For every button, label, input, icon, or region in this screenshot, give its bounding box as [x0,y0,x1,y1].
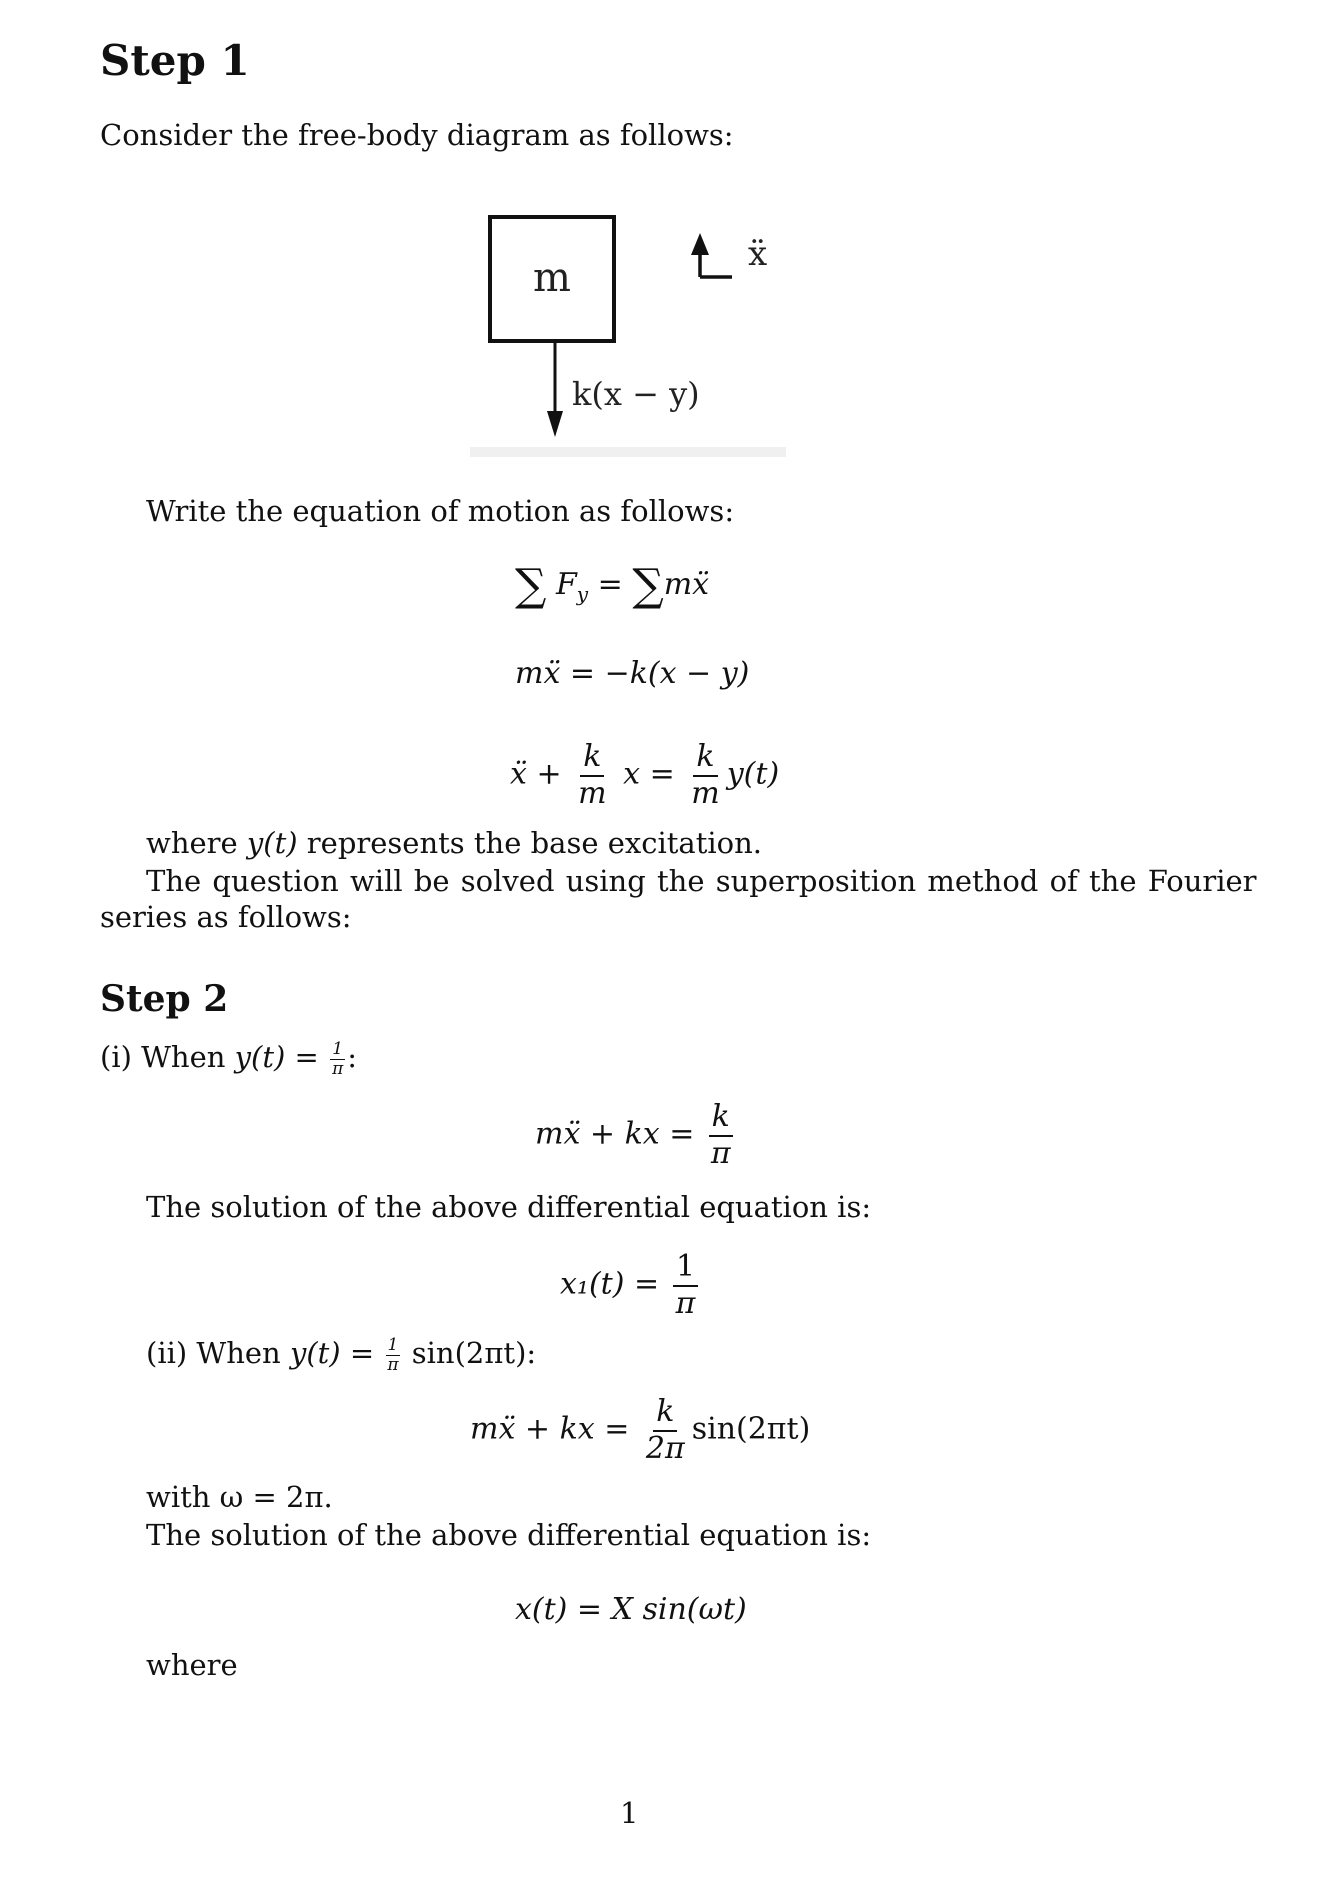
equation-case2 [470,1395,810,1466]
eq4-num: k [709,1100,733,1137]
eq3-frac1-num: k [580,740,604,777]
equation-case1 [535,1100,738,1171]
eq6-tail: sin(2πt) [691,1411,811,1447]
eq3-frac2-den: m [691,775,720,811]
where-text-b: represents the base excitation. [297,826,762,860]
eq6-num: k [653,1395,677,1432]
sum-rhs: mẍ [663,567,710,602]
case1-frac-num: 1 [332,1039,344,1059]
case2-line [146,1336,536,1374]
eq5-den: π [675,1285,696,1321]
equation-solution-1 [560,1250,702,1321]
eq3-mid: x = [623,756,675,792]
equation-normalized [510,740,779,811]
eq6-den: 2π [645,1430,685,1466]
eq3-tail: y(t) [726,756,780,792]
case1-frac-den: π [332,1058,344,1079]
eq3-lead: ẍ + [510,756,562,792]
eom-intro: Write the equation of motion as follows: [146,494,735,528]
free-body-diagram-figure [470,205,800,460]
equation-solution-2: x(t) = X sin(ωt) [515,1592,747,1627]
acceleration-label: ẍ [748,234,768,274]
page-number: 1 [620,1796,639,1830]
free-body-diagram [470,205,800,460]
eq3-frac1-den: m [578,775,607,811]
case1-line [100,1040,357,1078]
eq5-num: 1 [673,1250,698,1287]
case2-prefix: (ii) When [146,1336,290,1371]
eq6-lhs: mẍ + kx = [470,1411,639,1447]
mass-label: m [533,255,571,301]
force-subscript: y [576,582,589,606]
where-word: where [146,1648,238,1682]
superposition-paragraph: The question will be solved using the superposition method of the Fourier [146,864,1257,898]
where-line [146,826,762,860]
eq4-lhs: mẍ + kx = [535,1116,704,1152]
equation-sum-forces: ∑ $F_y$ = ∑mẍ [515,560,710,611]
case2-frac-den: π [387,1354,399,1375]
solution-intro-1: The solution of the above differential equation is: [146,1190,872,1224]
equation-motion: mẍ = −k(x − y) [515,656,750,691]
eq3-frac2-num: k [693,740,717,777]
step2-heading: Step 2 [100,978,229,1020]
solution-intro-2: The solution of the above differential equation is: [146,1518,872,1552]
superposition-paragraph-cont: series as follows: [100,900,352,934]
case2-frac-num: 1 [387,1335,399,1355]
where-text-a: where [146,826,247,860]
case2-suffix: sin(2πt): [411,1336,537,1371]
case2-y: y(t) = [289,1336,384,1371]
where-y: y(t) [246,826,298,860]
step1-intro: Consider the free-body diagram as follows: [100,118,734,152]
force-label: k(x − y) [572,375,700,413]
case1-prefix: (i) When [100,1040,235,1075]
step1-heading: Step 1 [100,36,250,85]
with-omega-line: with ω = 2π. [146,1480,333,1514]
eq4-den: π [710,1135,731,1171]
case1-y: y(t) = [234,1040,329,1075]
eq5-lhs: x₁(t) = [560,1266,669,1302]
case1-suffix: : [347,1040,358,1075]
